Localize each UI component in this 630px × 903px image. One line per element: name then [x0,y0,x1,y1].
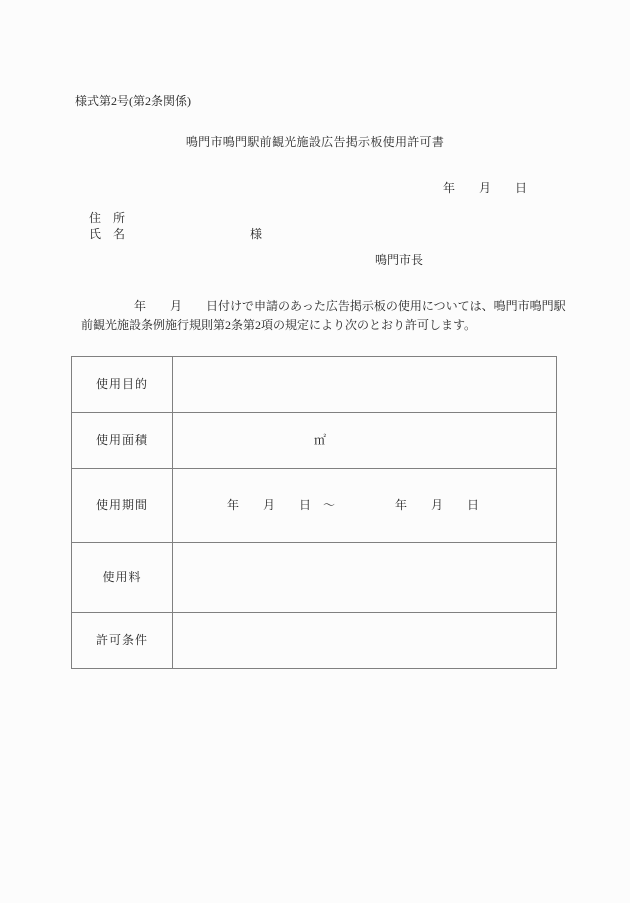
issuer-title: 鳴門市長 [375,253,424,267]
row-value-purpose [173,357,557,413]
document-title: 鳴門市鳴門駅前観光施設広告掲示板使用許可書 [185,135,445,149]
row-value-fee [173,543,557,613]
table-row-period [72,469,557,543]
row-label-conditions: 許可条件 [72,613,173,669]
row-value-period: 年 月 日 〜 年 月 日 [173,469,557,543]
row-label-area: 使用面積 [72,413,173,469]
row-label-purpose: 使用目的 [72,357,173,413]
table-row-conditions [72,613,557,669]
row-value-area: ㎡ [173,413,557,469]
body-paragraph-line-2: 前観光施設条例施行規則第2条第2項の規定により次のとおり許可します。 [81,318,477,332]
body-paragraph-line-1: 年 月 日付けで申請のあった広告掲示板の使用については、鳴門市鳴門駅 [134,299,566,313]
permit-conditions-table [71,356,557,669]
row-value-conditions [173,613,557,669]
recipient-honorific: 様 [250,227,263,241]
recipient-name-label: 氏 名 [89,227,126,241]
recipient-address-label: 住 所 [89,211,126,225]
row-label-period: 使用期間 [72,469,173,543]
table-row-purpose [72,357,557,413]
table-row-area [72,413,557,469]
row-label-fee: 使用料 [72,543,173,613]
issue-date-line: 年 月 日 [443,181,528,195]
table-row-fee [72,543,557,613]
form-number: 様式第2号(第2条関係) [75,94,191,108]
